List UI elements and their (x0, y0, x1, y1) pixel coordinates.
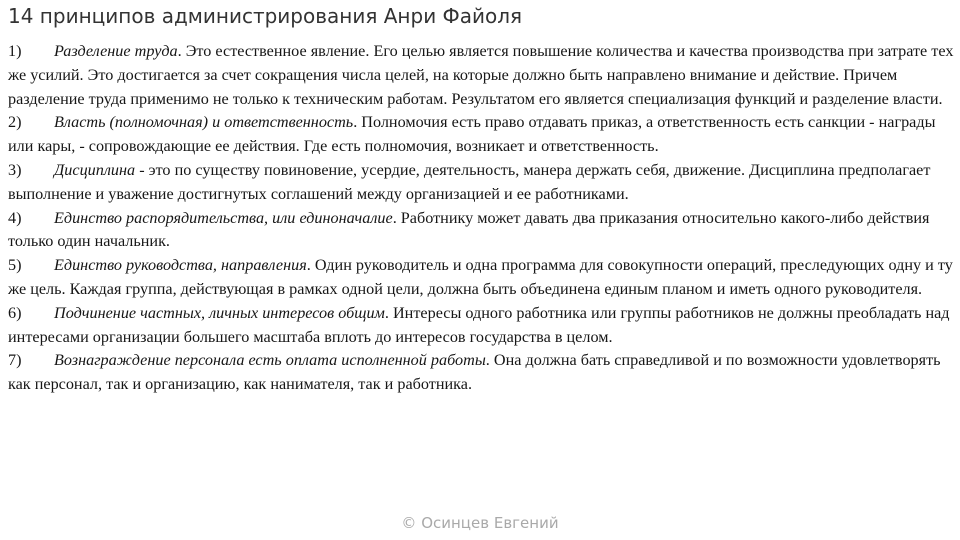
principle-text: . Это естественное явление. Его целью является повышение количества и качества производства при затрате тех же усилий. Это достигается за счет сокращения числа целей, на которые должно быть направлено внимание и действие. Причем разделение труда применимо не только к техническим работам. Результатом его является специализация функций и разделение власти. (8, 42, 954, 108)
principle-text: . Работнику может давать два приказания относительно какого-либо действия только один начальник. (8, 208, 930, 251)
principles-list (8, 40, 956, 397)
item-number: 4) (8, 208, 22, 227)
principle-text: - это по существу повиновение, усердие, деятельность, манера держать себя, движение. Дисциплина предполагает выполнение и уважение достигнутых соглашений между организацией и ее работниками. (8, 160, 931, 203)
item-number: 6) (8, 303, 22, 322)
principle-item-6 (8, 302, 956, 350)
principle-item-5 (8, 254, 956, 302)
item-number: 2) (8, 113, 22, 132)
item-number: 1) (8, 42, 22, 60)
principle-heading: Власть (полномочная) и ответственность (54, 113, 354, 132)
principle-heading: Вознаграждение персонала есть оплата исполненной работы (54, 351, 486, 370)
item-number: 3) (8, 160, 22, 179)
principle-heading: Разделение труда (54, 42, 178, 60)
item-number: 7) (8, 351, 22, 370)
principle-heading: Единство распорядительства, или единоначалие (54, 208, 393, 227)
copyright-footer: © Осинцев Евгений (401, 514, 559, 532)
principle-heading: Единство руководства, направления (54, 256, 307, 275)
principle-heading: Подчинение частных, личных интересов общим (54, 303, 385, 322)
principle-text: . Интересы одного работника или группы работников не должны преобладать над интересами организации большего масштаба вплоть до интересов государства в целом. (8, 303, 950, 346)
principle-item-7 (8, 349, 956, 397)
principle-heading: Дисциплина (54, 160, 136, 179)
principle-item-4 (8, 207, 956, 255)
principle-item-1 (8, 40, 956, 111)
item-number: 5) (8, 256, 22, 275)
principle-item-2 (8, 111, 956, 159)
page-title: 14 принципов администрирования Анри Файоля (8, 4, 523, 28)
principle-text: . Она должна бать справедливой и по возможности удовлетворять как персонал, так и организацию, как нанимателя, так и работника. (8, 351, 941, 394)
principle-text: . Полномочия есть право отдавать приказ, а ответственность есть санкции - награды или кары, - сопровождающие ее действия. Где есть полномочия, возникает и ответственность. (8, 113, 936, 156)
principle-text: . Один руководитель и одна программа для совокупности операций, преследующих одну и ту же цель. Каждая группа, действующая в рамках одной цели, должна быть объединена единым планом и иметь одного руководителя. (8, 256, 953, 298)
principle-item-3 (8, 159, 956, 207)
